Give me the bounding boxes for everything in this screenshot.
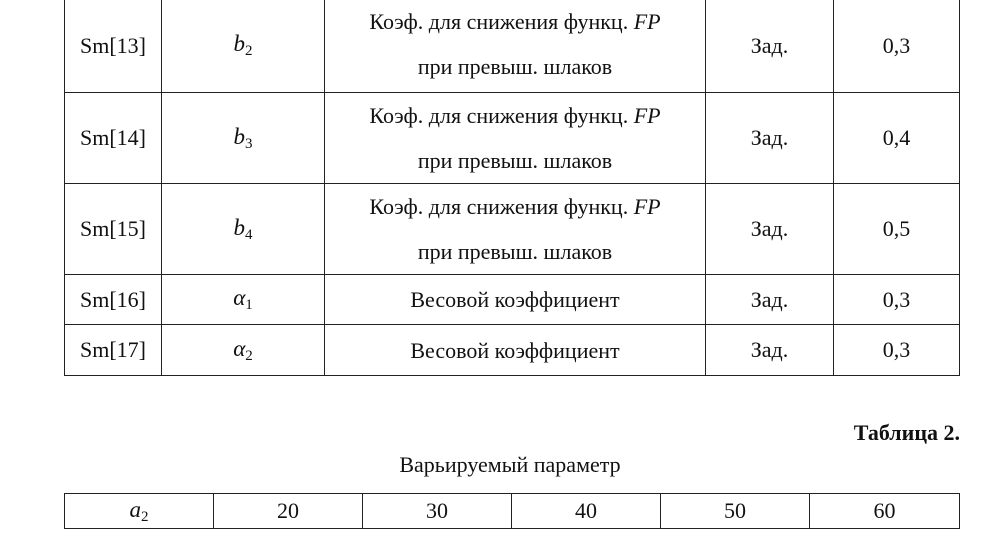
table-caption: Таблица 2.	[853, 420, 960, 445]
param-value: 0,3	[834, 0, 960, 93]
table-row	[65, 93, 960, 184]
table-row	[65, 0, 960, 93]
table-row	[65, 494, 960, 529]
param-description: Коэф. для снижения функц. FP при превыш. шлаков	[325, 0, 706, 93]
param-type: Зад.	[706, 93, 834, 184]
param-symbol: $b_3$	[162, 93, 325, 184]
param-value: 0,3	[834, 275, 960, 325]
param-value: 60	[810, 494, 960, 529]
param-value: 0,4	[834, 93, 960, 184]
table-row	[65, 325, 960, 376]
param-symbol: $b_2$	[162, 0, 325, 93]
param-symbol: $b_4$	[162, 184, 325, 275]
varied-parameter-table	[64, 493, 960, 529]
param-value: 30	[363, 494, 512, 529]
parameters-table	[64, 0, 960, 376]
param-type: Зад.	[706, 275, 834, 325]
param-symbol: $\alpha_2$	[162, 325, 325, 376]
param-id: Sm[17]	[65, 325, 162, 376]
param-description: Коэф. для снижения функц. FP при превыш. шлаков	[325, 184, 706, 275]
param-id: Sm[13]	[65, 0, 162, 93]
param-id: Sm[16]	[65, 275, 162, 325]
param-type: Зад.	[706, 325, 834, 376]
table-row	[65, 184, 960, 275]
param-type: Зад.	[706, 184, 834, 275]
table-row	[65, 275, 960, 325]
table-subtitle: Варьируемый параметр	[399, 452, 621, 477]
param-id: Sm[14]	[65, 93, 162, 184]
param-id: Sm[15]	[65, 184, 162, 275]
param-description: Весовой коэффициент	[325, 275, 706, 325]
param-value: 0,5	[834, 184, 960, 275]
param-symbol: $a_2$	[65, 494, 214, 529]
param-description: Коэф. для снижения функц. FP при превыш. шлаков	[325, 93, 706, 184]
param-type: Зад.	[706, 0, 834, 93]
param-description: Весовой коэффициент	[325, 325, 706, 376]
param-value: 40	[512, 494, 661, 529]
param-symbol: $\alpha_1$	[162, 275, 325, 325]
param-value: 0,3	[834, 325, 960, 376]
param-value: 20	[214, 494, 363, 529]
param-value: 50	[661, 494, 810, 529]
